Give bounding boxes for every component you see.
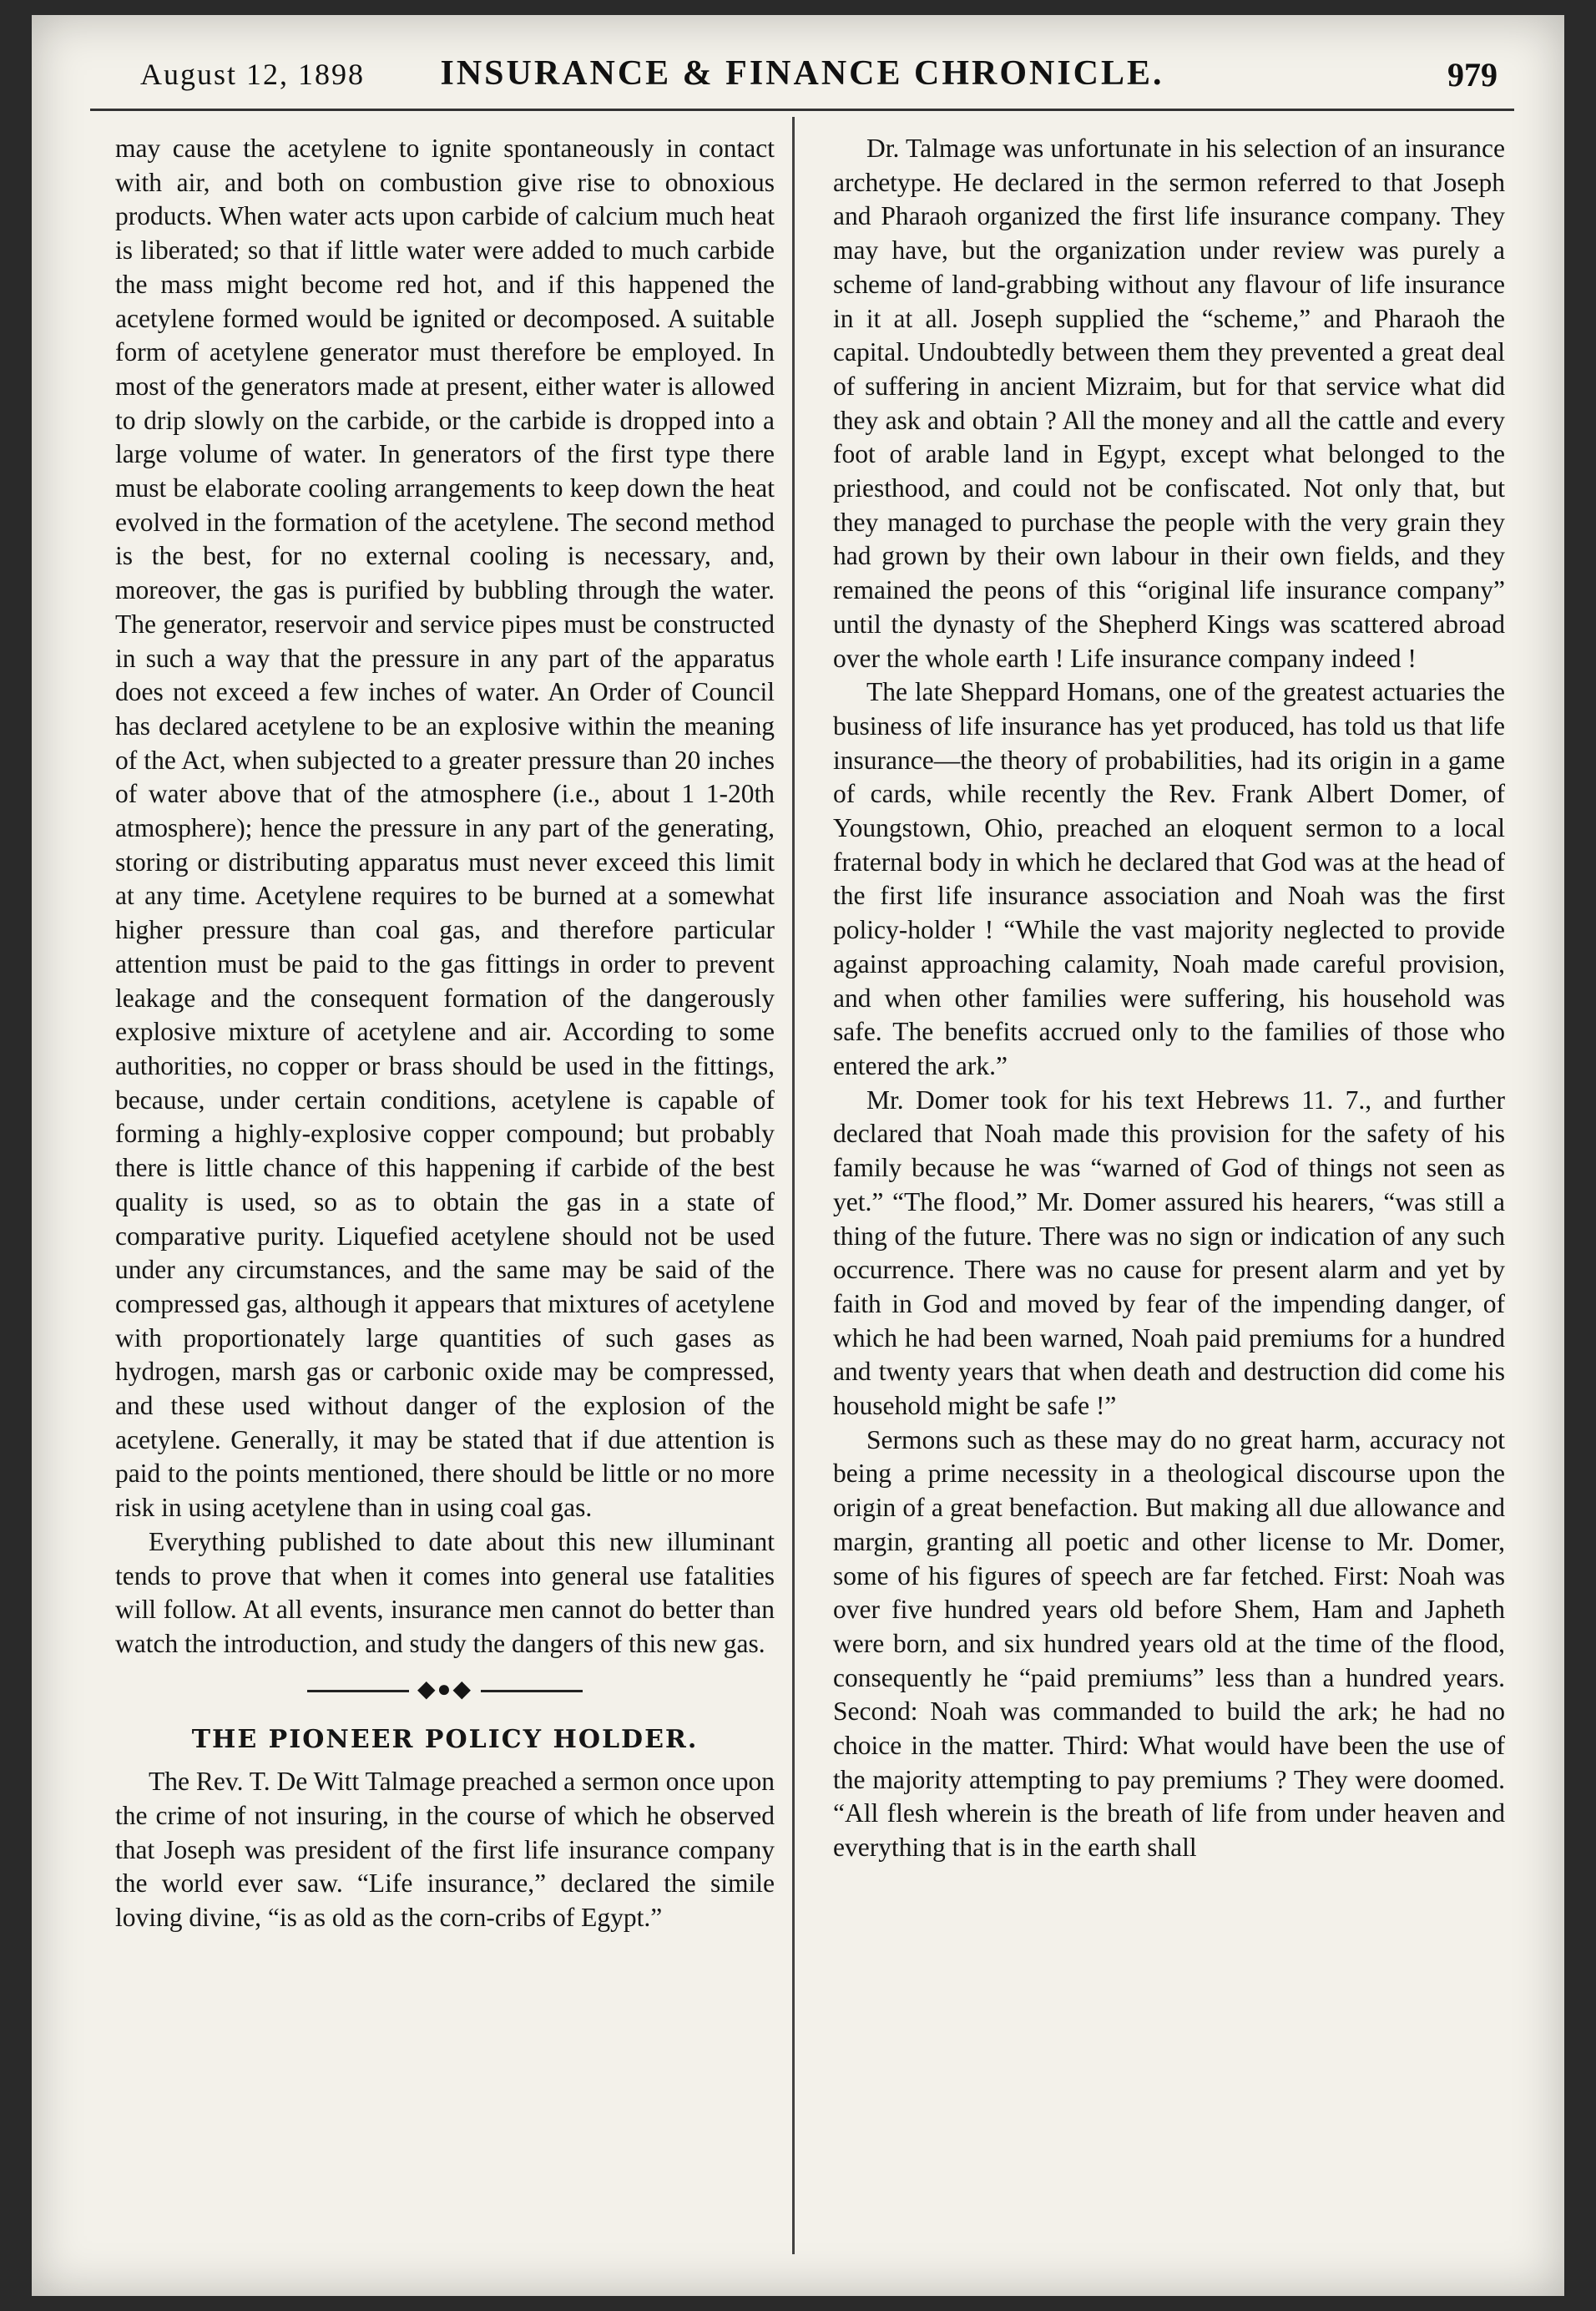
article-paragraph: may cause the acetylene to ignite spontaneously in contact with air, and both on combustion give rise to obnoxious products. When water acts upon carbide of calcium much heat is liberated; so that if little water were added to much carbide the mass might become red hot, and if this happened the acetylene formed would be ignited or decomposed. A suitable form of acetylene generator must therefore be employed. In most of the generators made at present, either water is allowed to drip slowly on the carbide, or the carbide is dropped into a large volume of water. In generators of the first type there must be elaborate cooling arrangements to keep down the heat evolved in the formation of the acetylene. The second method is the best, for no external cooling is necessary, and, moreover, the gas is purified by bubbling through the water. The generator, reservoir and service pipes must be constructed in such a way that the pressure in any part of the apparatus does not exceed a few inches of water. An Order of Council has declared acetylene to be an explosive within the meaning of the Act, when subjected to a greater pressure than 20 inches of water above that of the atmosphere (i.e., about 1 1-20th atmosphere); hence the pressure in any part of the generating, storing or distributing apparatus must never exceed this limit at any time. Acetylene requires to be burned at a somewhat higher pressure than coal gas, and therefore particular attention must be paid to the gas fittings in order to prevent leakage and the consequent formation of the dangerously explosive mixture of acetylene and air. According to some authorities, no copper or brass should be used in the fittings, because, under certain conditions, acetylene is capable of forming a highly-explosive copper compound; but probably there is little chance of this happening if carbide of the best quality is used, so as to obtain the gas in a state of comparative purity. Liquefied acetylene should not be used under any circumstances, and the same may be said of the compressed gas, although it appears that mixtures of acetylene with proportionately large quantities of such gases as hydrogen, marsh gas or carbonic oxide may be compressed, and these used without danger of the explosion of the acetylene. Generally, it may be stated that if due attention is paid to the points mentioned, there should be little or no more risk in using acetylene than in using coal gas. [115, 134, 775, 1523]
header-rule [90, 109, 1514, 111]
article-paragraph: Mr. Domer took for his text Hebrews 11. 7., and further declared that Noah made this provision for the safety of his family because he was “warned of God of things not seen as yet.” “The flood,” Mr. Domer assured his hearers, “was still a thing of the future. There was no sign or indication of any such occurrence. There was no cause for present alarm and yet by faith in God and moved by fear of the impending danger, of which he had been warned, Noah paid premiums for a hundred and twenty years that when death and destruction did come his household might be safe !” [833, 1085, 1505, 1421]
newspaper-page [32, 15, 1564, 2296]
right-column [833, 132, 1505, 1865]
article-paragraph: The late Sheppard Homans, one of the greatest actuaries the business of life insurance has yet produced, has told us that life insurance—the theory of probabilities, had its origin in a game of cards, while recently the Rev. Frank Albert Domer, of Youngstown, Ohio, preached an eloquent sermon to a local fraternal body in which he declared that God was at the head of the first life insurance association and Noah was the first policy-holder ! “While the vast majority neglected to provide against approaching calamity, Noah made careful provision, and when other families were suffering, his household was safe. The benefits accrued only to the families of those who entered the ark.” [833, 677, 1505, 1080]
article-paragraph: Sermons such as these may do no great harm, accuracy not being a prime necessity in a theological discourse upon the origin of a great benefaction. But making all due allowance and margin, granting all poetic and other license to Mr. Domer, some of his figures of speech are far fetched. First: Noah was over five hundred years old before Shem, Ham and Japheth were born, and six hundred years old at the time of the flood, consequently he “paid premiums” less than a hundred years. Second: Noah was commanded to build the ark; he had no choice in the matter. Third: What would have been the use of the majority attempting to pay premiums ? They were doomed. “All flesh wherein is the breath of life from under heaven and everything that is in the earth shall [833, 1424, 1505, 1863]
issue-date: August 12, 1898 [140, 58, 366, 91]
left-column [115, 132, 775, 1935]
publication-title: INSURANCE & FINANCE CHRONICLE. [440, 54, 1164, 93]
page-number: 979 [1447, 56, 1498, 94]
ornament-icon: ◆●◆ [409, 1673, 481, 1707]
article-paragraph: The Rev. T. De Witt Talmage preached a sermon once upon the crime of not insuring, in the course of which he observed that Joseph was president of the first life insurance company the world ever saw. “Life insurance,” declared the simile loving divine, “is as old as the corn-cribs of Egypt.” [115, 1767, 775, 1933]
section-heading: THE PIONEER POLICY HOLDER. [191, 1724, 699, 1754]
article-paragraph: Everything published to date about this new illuminant tends to prove that when it comes into general use fatalities will follow. At all events, insurance men cannot do better than watch the introduction, and study the dangers of this new gas. [115, 1526, 775, 1658]
article-paragraph: Dr. Talmage was unfortunate in his selection of an insurance archetype. He declared in the sermon referred to that Joseph and Pharaoh organized the first life insurance company. They may have, but the organization under review was purely a scheme of land-grabbing without any flavour of life insurance in it at all. Joseph supplied the “scheme,” and Pharaoh the capital. Undoubtedly between them they prevented a great deal of suffering in ancient Mizraim, but for that service what did they ask and obtain ? All the money and all the cattle and every foot of arable land in Egypt, except what belonged to the priesthood, and could not be confiscated. Not only that, but they managed to purchase the people with the very grain they had grown by their own labour in their own fields, and they remained the peons of this “original life insurance company” until the dynasty of the Shepherd Kings was scattered abroad over the whole earth ! Life insurance company indeed ! [833, 134, 1505, 673]
section-ornament [115, 1666, 775, 1717]
column-divider [792, 117, 795, 2254]
page-header [90, 47, 1514, 105]
